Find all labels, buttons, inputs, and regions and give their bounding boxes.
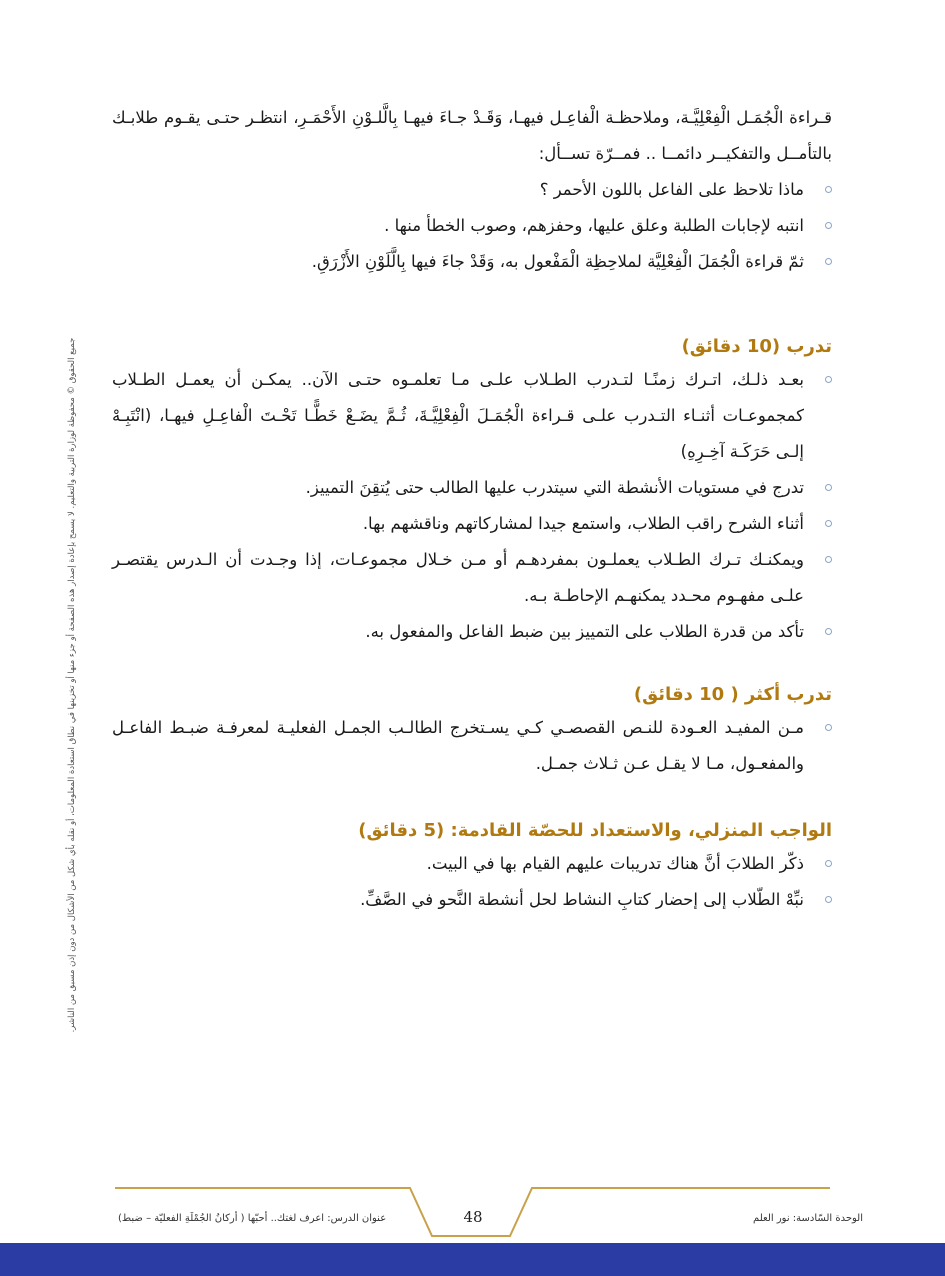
list-item: تدرج في مستويات الأنشطة التي سيتدرب عليها الطالب حتى يُتقِنَ التمييز.: [112, 470, 832, 506]
list-item: ماذا تلاحظ على الفاعل باللون الأحمر ؟: [112, 172, 832, 208]
intro-paragraph: قـراءة الْجُمَـل الْفِعْلِيَّـة، وملاحظـة الْفاعِـل فيهـا، وَقَـدْ جـاءَ فيهـا بِالَّلـوْنِ الأَحْمَـرِ، انتظـر حتـى يقـوم طلابـك بالتأمــل والتفكيــر دائمــا .. فمــرّة تســأل:: [112, 108, 832, 163]
list-item: نبِّهْ الطّلاب إلى إحضار كتابِ النشاط لحل أنشطة النَّحو في الصَّفِّ.: [112, 882, 832, 918]
list-item: ذكّر الطلابَ أنَّ هناك تدريبات عليهم القيام بها في البيت.: [112, 846, 832, 882]
bullet-circle-icon: [825, 860, 832, 867]
homework-bullets: [112, 846, 832, 918]
bullet-circle-icon: [825, 724, 832, 731]
section-heading-more-practice: تدرب أكثر ( 10 دقائق): [633, 684, 832, 705]
bullet-circle-icon: [825, 484, 832, 491]
bullet-circle-icon: [825, 628, 832, 635]
bullet-circle-icon: [825, 556, 832, 563]
copyright-text: جميع الحقوق © محفوظة لوزارة التربية والتعليم. لا يسمح بإعادة إصدار هذه الصفحة أو جزء منها أو تخزينها في نطاق استعادة المعلومات، أو نقله بأي شكل من الأشكال من دون إذن مسبق من الناشر.: [67, 337, 77, 1033]
bullet-circle-icon: [825, 520, 832, 527]
bullet-circle-icon: [825, 376, 832, 383]
list-item: انتبه لإجابات الطلبة وعلق عليها، وحفزهم، وصوب الخطأ منها .: [112, 208, 832, 244]
practice-bullets: [112, 362, 832, 650]
list-item: ويمكنـك تـرك الطـلاب يعملـون بمفردهـم أو مـن خـلال مجموعـات، إذا وجـدت أن الـدرس يقتصـر علـى مفهـوم محـدد يمكنهـم الإحاطـة بـه.: [112, 542, 832, 614]
bullet-circle-icon: [825, 258, 832, 265]
bullet-circle-icon: [825, 222, 832, 229]
list-item: ثمّ قراءة الْجُمَلَ الْفِعْلِيَّة لملاحِظِة الْمَفْعول به، وَقَدْ جاءَ فيها بِالَّلَوْنِ الأَزْرَقِ.: [112, 244, 832, 280]
page-content: [112, 100, 832, 918]
page-number: 48: [463, 1208, 483, 1226]
section-heading-homework: الواجب المنزلي، والاستعداد للحصّة القادمة: (5 دقائق): [358, 820, 832, 841]
intro-bullets: [112, 172, 832, 280]
bullet-circle-icon: [825, 896, 832, 903]
bottom-color-bar: [0, 1243, 945, 1276]
copyright-side-note: [62, 300, 82, 1070]
footer-unit-title: الوحدة السّادسة: نور العلم: [753, 1213, 863, 1224]
list-item: مـن المفيـد العـودة للنـص القصصـي كـي يسـتخرج الطالـب الجمـل الفعليـة لمعرفـة ضبـط الفاعـل والمفعـول، مـا لا يقـل عـن ثـلاث جمـل.: [112, 710, 832, 782]
bullet-circle-icon: [825, 186, 832, 193]
section-heading-practice: تدرب (10 دقائق): [681, 336, 832, 357]
footer-lesson-title: عنوان الدرس: اعرف لغتك.. أحبّها ( أركانُ الجُمْلَةِ الفعليّة – ضبط): [118, 1213, 387, 1224]
more-practice-bullets: [112, 710, 832, 782]
list-item: أثناء الشرح راقب الطلاب، واستمع جيدا لمشاركاتهم وناقشهم بها.: [112, 506, 832, 542]
list-item: بعـد ذلـك، اتـرك زمنًـا لتـدرب الطـلاب علـى مـا تعلمـوه حتـى الآن.. يمكـن أن يعمـل الطـلاب كمجموعـات أثنـاء التـدرب علـى قـراءة الْجُمَـلَ الْفِعْلِيَّـةَ، ثُـمَّ يضَـعْ خَطًّـا تَحْـتَ الْفاعِـلِ فيهـا، (انْتَبِـهْ إلـى حَرَكَـة آخِـرِهِ): [112, 362, 832, 470]
list-item: تأكد من قدرة الطلاب على التمييز بين ضبط الفاعل والمفعول به.: [112, 614, 832, 650]
